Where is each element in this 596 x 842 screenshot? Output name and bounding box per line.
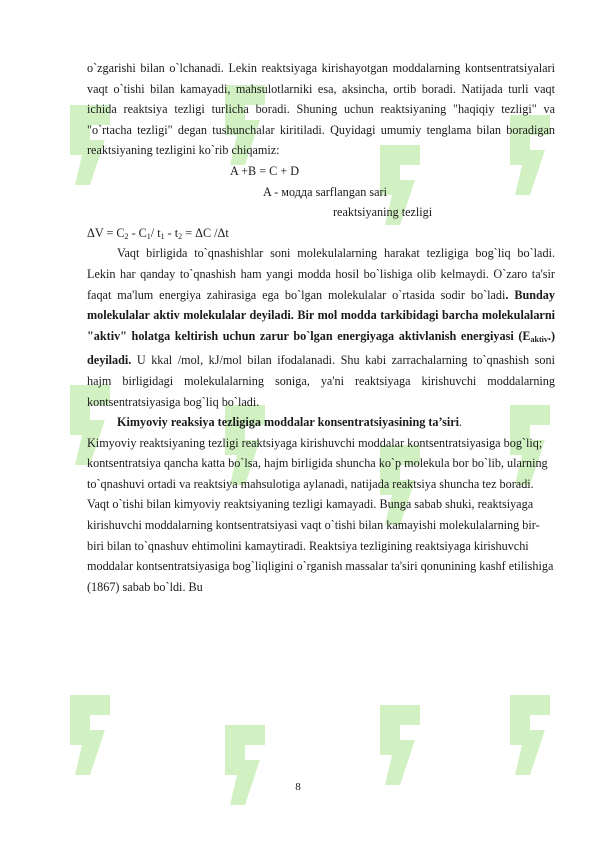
watermark-logo-icon <box>60 690 120 780</box>
paragraph-activation-energy: Vaqt birligida to`qnashishlar soni molekulalarning harakat tezligiga bog`liq bo`ladi. Lekin har qanday to`qnashish ham yangi modda hosil bo`lishiga olib kelmaydi. O`zaro ta'sir faqat ma'lum energiya zahirasiga ega bo`lgan molekulalar o`rtasida sodir bo`ladi. Bunday molekulalar aktiv molekulalar deyiladi. Bir mol modda tarkibidagi barcha molekulalarni "aktiv" holatga keltirish uchun zarur bo`lgan energiyaga aktivlanish energiyasi $(E_{aktiv}.)$ deyiladi. U kkal /mol, kJ/mol bilan ifodalanadi. Shu kabi zarrachalarning to`qnashish soni hajm birligidagi molekulalarning soniga, ya'ni reaktsiyaga kirishuvchi moddalarning kontsentratsiyasiga bog`liq bo`ladi. <box>87 246 555 409</box>
paragraph-concentration: Kimyoviy reaktsiyaning tezligi reaktsiyaga kirishuvchi moddalar kontsentratsiyasiga bog`liq; kontsentratsiya qancha katta bo`lsa, hajm birligida shuncha ko`p molekula bor bo`lib, ularning to`qnashuvi ortadi va reaktsiya mahsulotiga aylanadi, natijada reaktsiya shuncha tez boradi. Vaqt o`tishi bilan kimyoviy reaktsiyaning tezligi kamayadi. Bunga sabab shuki, reaktsiyaga kirishuvchi moddalarning kontsentratsiyasi vaqt o`tishi bilan kamayishi molekulalarning bir-biri bilan to`qnashuv ehtimolini kamaytiradi. Reaktsiya tezligining reaktsiyaga kirishuvchi moddalar kontsentratsiyasiga bog`liqligini o`rganish massalar ta'siri qonunining kashf etilishiga (1867) sabab bo`ldi. Bu <box>87 435 554 594</box>
watermark-logo-icon <box>370 700 430 790</box>
paragraph-intro: o`zgarishi bilan o`lchanadi. Lekin reaktsiyaga kirishayotgan moddalarning kontsentratsiyalari vaqt o`tishi bilan kamayadi, mahsulotlarniki esa, aksincha, ortib boradi. Natijada turli vaqt ichida reaktsiya tezligi turlicha boradi. Shuning uchun reaktsiyaning "haqiqiy tezligi" va "o`rtacha tezligi" degan tushunchalar kiritiladi. Quyidagi umumiy tenglama bilan boradigan reaktsiyaning tezligini ko`rib chiqamiz: <box>87 61 555 158</box>
page-number: 8 <box>295 781 301 793</box>
formula-rate: $\Delta V = C_2 - C_1/$ $t_1 - t_2 = \Delta C$ /Δt <box>87 225 229 241</box>
formula-note-line-a <box>87 182 555 203</box>
formula-reaction-line <box>87 161 555 182</box>
formula-rate-line <box>87 223 555 244</box>
formula-note-b: reaktsiyaning tezligi <box>333 205 433 220</box>
section-heading: Kimyoviy reaksiya tezligiga moddalar konsentratsiyasining ta’siri <box>117 415 460 430</box>
watermark-logo-icon <box>215 720 275 810</box>
bold-definition: . Bunday molekulalar aktiv molekulalar deyiladi. Bir mol modda tarkibidagi barcha molekulalarni "aktiv" holatga keltirish uchun zarur bo`lgan energiyaga aktivlanish energiyasi $(E_{aktiv}.)$ deyiladi. <box>87 287 555 368</box>
formula-note-line-b <box>87 202 555 223</box>
formula-note-a: A - модда sarflangan sari <box>263 184 387 199</box>
formula-reaction: A +B = C + D <box>230 163 300 178</box>
document-body <box>87 58 555 597</box>
section-heading-line: Kimyoviy reaksiya tezligiga moddalar konsentratsiyasining ta’siri. <box>117 415 463 430</box>
watermark-logo-icon <box>500 690 560 780</box>
